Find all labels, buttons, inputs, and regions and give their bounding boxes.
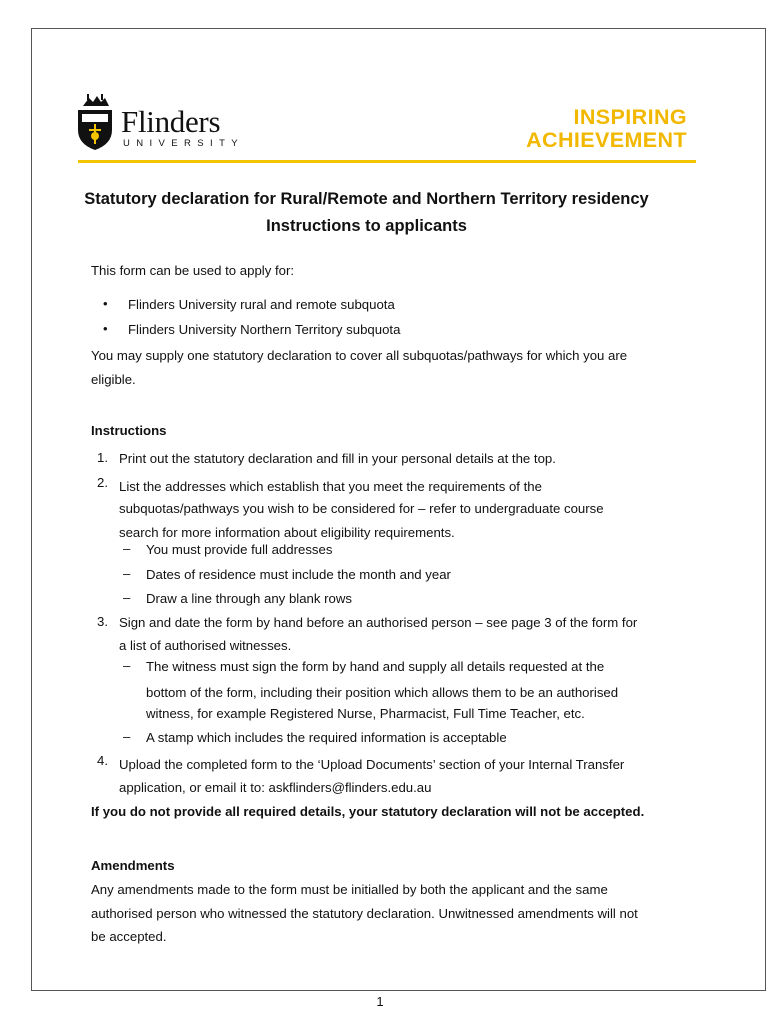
intro-note-line-1: You may supply one statutory declaration to cover all subquotas/pathways for which you are bbox=[91, 348, 628, 363]
instruction-item-2-line: List the addresses which establish that you meet the requirements of the bbox=[119, 479, 542, 494]
header-divider bbox=[78, 160, 696, 163]
dash-marker: – bbox=[123, 541, 131, 556]
instruction-item-3-sub: The witness must sign the form by hand and supply all details requested at the bbox=[146, 659, 605, 674]
instruction-item-2-sub: Draw a line through any blank rows bbox=[146, 591, 352, 606]
intro-bullet-1: Flinders University rural and remote subquota bbox=[128, 297, 395, 312]
amendments-line: be accepted. bbox=[91, 929, 167, 944]
instruction-item-2-line: subquotas/pathways you wish to be considered for – refer to undergraduate course bbox=[119, 501, 604, 516]
page-number: 1 bbox=[376, 994, 384, 1009]
item-number: 1. bbox=[97, 450, 108, 465]
instruction-item-3-sub: witness, for example Registered Nurse, Pharmacist, Full Time Teacher, etc. bbox=[146, 706, 585, 721]
instruction-item-4-line: Upload the completed form to the ‘Upload Documents’ section of your Internal Transfer bbox=[119, 757, 625, 772]
item-number: 4. bbox=[97, 753, 108, 768]
bullet-dot: • bbox=[103, 321, 108, 336]
amendments-line: authorised person who witnessed the statutory declaration. Unwitnessed amendments will not bbox=[91, 906, 638, 921]
bullet-dot: • bbox=[103, 296, 108, 311]
instruction-item-3-line: Sign and date the form by hand before an authorised person – see page 3 of the form for bbox=[119, 615, 638, 630]
instruction-item-2-sub: You must provide full addresses bbox=[146, 542, 333, 557]
warning-text: If you do not provide all required details, your statutory declaration will not be accepted. bbox=[91, 804, 645, 819]
instructions-heading: Instructions bbox=[91, 423, 167, 438]
page-title: Statutory declaration for Rural/Remote and Northern Territory residency bbox=[84, 190, 649, 208]
instruction-item-2-line: search for more information about eligibility requirements. bbox=[119, 525, 455, 540]
instruction-item-1: Print out the statutory declaration and fill in your personal details at the top. bbox=[119, 451, 556, 466]
instruction-item-4-line: application, or email it to: askflinders@flinders.edu.au bbox=[119, 780, 432, 795]
logo-wordmark: Flinders bbox=[121, 104, 221, 139]
intro-lead: This form can be used to apply for: bbox=[91, 263, 295, 278]
instruction-item-3-sub: bottom of the form, including their position which allows them to be an authorised bbox=[146, 685, 619, 700]
item-number: 3. bbox=[97, 614, 108, 629]
intro-note-line-2: eligible. bbox=[91, 372, 136, 387]
amendments-line: Any amendments made to the form must be initialled by both the applicant and the same bbox=[91, 882, 608, 897]
intro-bullet-2: Flinders University Northern Territory subquota bbox=[128, 322, 401, 337]
instruction-item-3-sub: A stamp which includes the required information is acceptable bbox=[146, 730, 507, 745]
flinders-logo bbox=[75, 92, 245, 152]
page-subtitle: Instructions to applicants bbox=[266, 217, 467, 235]
dash-marker: – bbox=[123, 729, 131, 744]
dash-marker: – bbox=[123, 590, 131, 605]
instruction-item-2-sub: Dates of residence must include the month and year bbox=[146, 567, 451, 582]
instruction-item-3-line: a list of authorised witnesses. bbox=[119, 638, 292, 653]
crest-icon bbox=[75, 92, 115, 152]
logo-subtitle: UNIVERSITY bbox=[123, 138, 245, 149]
tagline-line-1: INSPIRING bbox=[573, 105, 687, 129]
dash-marker: – bbox=[123, 658, 131, 673]
tagline bbox=[526, 106, 687, 152]
item-number: 2. bbox=[97, 475, 108, 490]
tagline-line-2: ACHIEVEMENT bbox=[526, 128, 687, 152]
amendments-heading: Amendments bbox=[91, 858, 175, 873]
dash-marker: – bbox=[123, 566, 131, 581]
